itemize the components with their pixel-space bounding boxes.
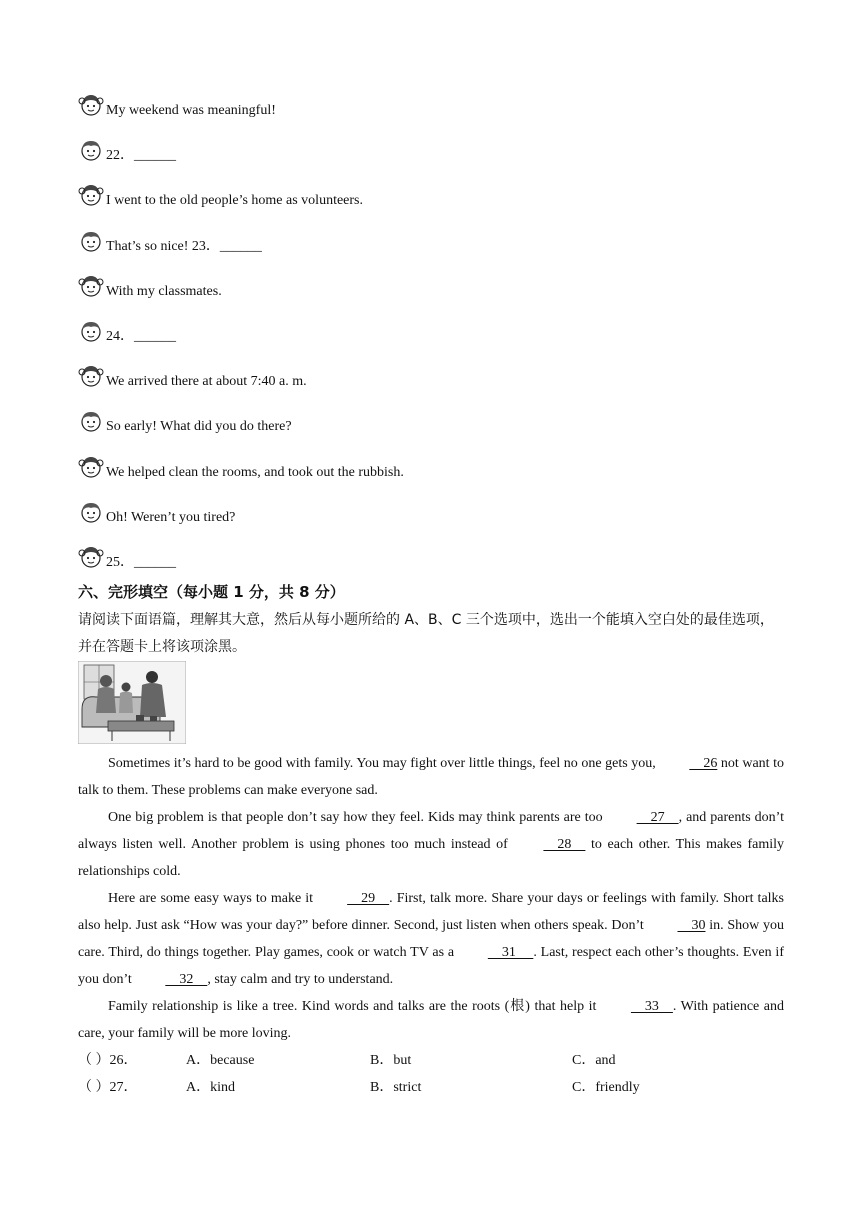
dialogue-text: We arrived there at about 7:40 a. m. — [106, 374, 307, 389]
dialogue-line — [78, 92, 778, 126]
passage-text: . Last, respect each other’s thoughts. Even if you don’t — [78, 945, 784, 987]
passage-text: One big problem is that people don’t say how they feel. Kids may think parents are too — [108, 810, 607, 825]
blank-31: 31 — [487, 945, 534, 960]
dialogue-text: 25．______ — [106, 555, 176, 570]
boy-avatar-icon — [78, 137, 104, 163]
passage-text: to each other. This makes family relationships cold. — [78, 837, 784, 879]
option-a[interactable]: A．kind — [186, 1080, 235, 1095]
passage-paragraph-1 — [78, 750, 784, 804]
girl-avatar-icon — [78, 92, 104, 118]
passage-paragraph-2 — [78, 804, 784, 885]
option-c[interactable]: C．friendly — [572, 1080, 640, 1095]
passage-text: . First, talk more. Share your days or feelings with family. Short talks also help. Just ask “How was your day?” before dinner. Second, just listen when others speak. Don’t — [78, 891, 785, 933]
passage-text: , and parents don’t always listen well. Another problem is using phones too much instead of — [78, 810, 784, 852]
girl-avatar-icon — [78, 182, 104, 208]
boy-avatar-icon — [78, 499, 104, 525]
dialogue-line — [78, 454, 778, 488]
blank-27: 27 — [636, 810, 679, 825]
passage-text: not want to talk to them. These problems can make everyone sad. — [78, 756, 784, 798]
passage-text: in. Show you care. Third, do things together. Play games, cook or watch TV as a — [78, 918, 784, 960]
girl-avatar-icon — [78, 544, 104, 570]
dialogue-text: So early! What did you do there? — [106, 419, 292, 434]
boy-avatar-icon — [78, 408, 104, 434]
passage-text: Sometimes it’s hard to be good with family. You may fight over little things, feel no one gets you, — [108, 756, 660, 771]
section-title: 六、完形填空（每小题 1 分，共 8 分） — [78, 583, 345, 601]
dialogue-text: Oh! Weren’t you tired? — [106, 510, 236, 525]
dialogue-line — [78, 273, 778, 307]
girl-avatar-icon — [78, 363, 104, 389]
blank-32: 32 — [165, 972, 208, 987]
passage-text: Here are some easy ways to make it — [108, 891, 318, 906]
dialogue-line — [78, 363, 778, 397]
question-number: （ ）26． — [78, 1053, 138, 1068]
option-c[interactable]: C．and — [572, 1053, 616, 1068]
passage-text: , stay calm and try to understand. — [207, 972, 394, 987]
passage-text: . With patience and care, your family will be more loving. — [78, 999, 785, 1041]
option-a[interactable]: A．because — [186, 1053, 255, 1068]
blank-30: 30 — [677, 918, 706, 933]
dialogue-text: 22．______ — [106, 148, 176, 163]
passage-paragraph-3 — [78, 885, 784, 993]
blank-26: 26 — [689, 756, 718, 771]
dialogue-line — [78, 182, 778, 216]
blank-29: 29 — [347, 891, 390, 906]
boy-avatar-icon — [78, 228, 104, 254]
dialogue-text: 24．______ — [106, 329, 176, 344]
dialogue-line — [78, 408, 778, 442]
boy-avatar-icon — [78, 318, 104, 344]
passage-text: Family relationship is like a tree. Kind words and talks are the roots (根) that help it — [108, 999, 601, 1014]
section-instructions: 请阅读下面语篇，理解其大意，然后从每小题所给的 A、B、C 三个选项中，选出一个能填入空白处的最佳选项，并在答题卡上将该项涂黑。 — [78, 612, 774, 655]
girl-avatar-icon — [78, 273, 104, 299]
family-photo — [78, 661, 186, 744]
question-number: （ ）27． — [78, 1080, 138, 1095]
passage-paragraph-4 — [78, 993, 784, 1047]
dialogue-line — [78, 228, 778, 262]
cloze-passage — [78, 750, 784, 1047]
dialogue-line — [78, 318, 778, 352]
question-26 — [78, 1047, 784, 1074]
option-b[interactable]: B．but — [370, 1053, 412, 1068]
girl-avatar-icon — [78, 454, 104, 480]
dialogue-text: I went to the old people’s home as volunteers. — [106, 193, 363, 208]
dialogue-text: That’s so nice! 23．______ — [106, 239, 262, 254]
dialogue-line — [78, 499, 778, 533]
dialogue-text: We helped clean the rooms, and took out the rubbish. — [106, 465, 404, 480]
dialogue-text: With my classmates. — [106, 284, 222, 299]
question-27 — [78, 1074, 784, 1101]
blank-28: 28 — [543, 837, 586, 852]
blank-33: 33 — [630, 999, 673, 1014]
dialogue-line — [78, 137, 778, 171]
dialogue-text: My weekend was meaningful! — [106, 103, 276, 118]
option-b[interactable]: B．strict — [370, 1080, 422, 1095]
dialogue-line — [78, 544, 778, 578]
